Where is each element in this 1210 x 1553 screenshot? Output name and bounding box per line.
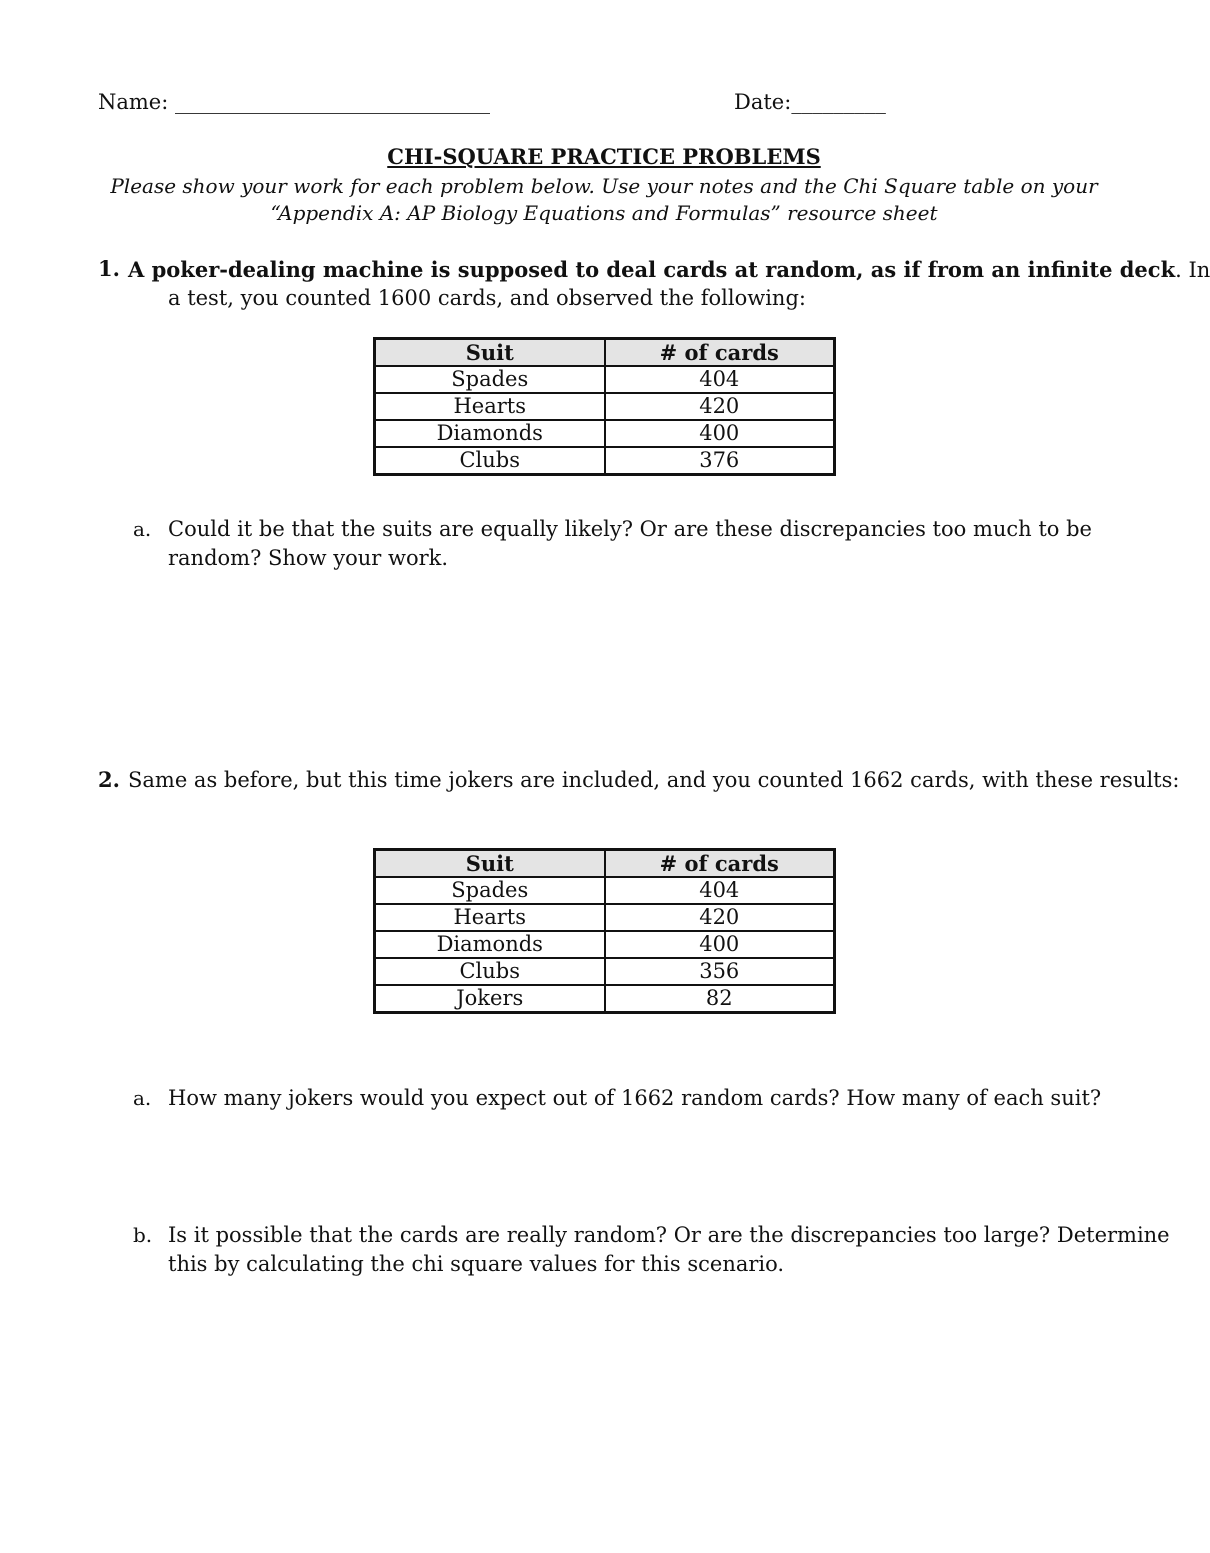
question-2a-line-1: How many jokers would you expect out of 1662 random cards? How many of each suit? — [168, 1086, 1102, 1110]
table-cell-suit: Diamonds — [375, 420, 605, 447]
question-2a-letter: a. — [133, 1086, 152, 1110]
table-header-count: # of cards — [605, 850, 835, 878]
table-row — [375, 985, 835, 1013]
page-title-text: CHI-SQUARE PRACTICE PROBLEMS — [387, 144, 821, 169]
table-row — [375, 393, 835, 420]
table-header-suit: Suit — [375, 850, 605, 878]
table-cell-count: 400 — [605, 931, 835, 958]
table-cell-suit: Jokers — [375, 985, 605, 1013]
question-2-text: Same as before, but this time jokers are included, and you counted 1662 cards, with these results: — [128, 768, 1180, 792]
table-cell-count: 376 — [605, 447, 835, 475]
question-1a-letter: a. — [133, 517, 152, 541]
question-1-line-2: a test, you counted 1600 cards, and observed the following: — [168, 286, 806, 310]
question-2-number: 2. — [98, 767, 120, 792]
question-1-line-1 — [128, 255, 1210, 285]
date-label: Date: — [734, 90, 792, 114]
question-1a-line-1: Could it be that the suits are equally likely? Or are these discrepancies too much to be — [168, 517, 1092, 541]
table-cell-count: 400 — [605, 420, 835, 447]
page-title — [0, 143, 1208, 171]
question-2b-letter: b. — [133, 1223, 153, 1247]
table-cell-suit: Hearts — [375, 393, 605, 420]
instructions-line-1: Please show your work for each problem below. Use your notes and the Chi Square table on your — [110, 174, 1098, 198]
table-cell-suit: Hearts — [375, 904, 605, 931]
table-header-count: # of cards — [605, 339, 835, 367]
table-row — [375, 904, 835, 931]
date-line — [734, 88, 886, 116]
table-header-row — [375, 339, 835, 367]
table-row — [375, 877, 835, 904]
table-cell-suit: Clubs — [375, 447, 605, 475]
table-header-suit: Suit — [375, 339, 605, 367]
question-1-bold-text: A poker-dealing machine is supposed to deal cards at random, as if from an infinite deck — [128, 257, 1176, 282]
table-cell-count: 404 — [605, 366, 835, 393]
instructions-line-2: “Appendix A: AP Biology Equations and Formulas” resource sheet — [270, 201, 938, 225]
table-cell-suit: Spades — [375, 366, 605, 393]
table-header-row — [375, 850, 835, 878]
name-line — [98, 88, 490, 116]
table-row — [375, 958, 835, 985]
question-2b-line-2: this by calculating the chi square values for this scenario. — [168, 1252, 785, 1276]
table-cell-suit: Diamonds — [375, 931, 605, 958]
date-field[interactable]: _________ — [791, 90, 886, 114]
table-cell-suit: Clubs — [375, 958, 605, 985]
table-cell-count: 82 — [605, 985, 835, 1013]
question-1-table — [373, 337, 836, 476]
table-cell-count: 420 — [605, 393, 835, 420]
question-2-table — [373, 848, 836, 1014]
table-row — [375, 447, 835, 475]
table-cell-suit: Spades — [375, 877, 605, 904]
question-1a-line-2: random? Show your work. — [168, 546, 449, 570]
table-cell-count: 356 — [605, 958, 835, 985]
table-cell-count: 420 — [605, 904, 835, 931]
table-row — [375, 366, 835, 393]
table-row — [375, 931, 835, 958]
name-label: Name: — [98, 90, 175, 114]
table-cell-count: 404 — [605, 877, 835, 904]
question-1-number: 1. — [98, 256, 120, 281]
name-field[interactable]: ______________________________ — [175, 90, 490, 114]
table-row — [375, 420, 835, 447]
question-2b-line-1: Is it possible that the cards are really random? Or are the discrepancies too large? Determine — [168, 1223, 1170, 1247]
question-1-after-bold: . In — [1175, 258, 1210, 282]
